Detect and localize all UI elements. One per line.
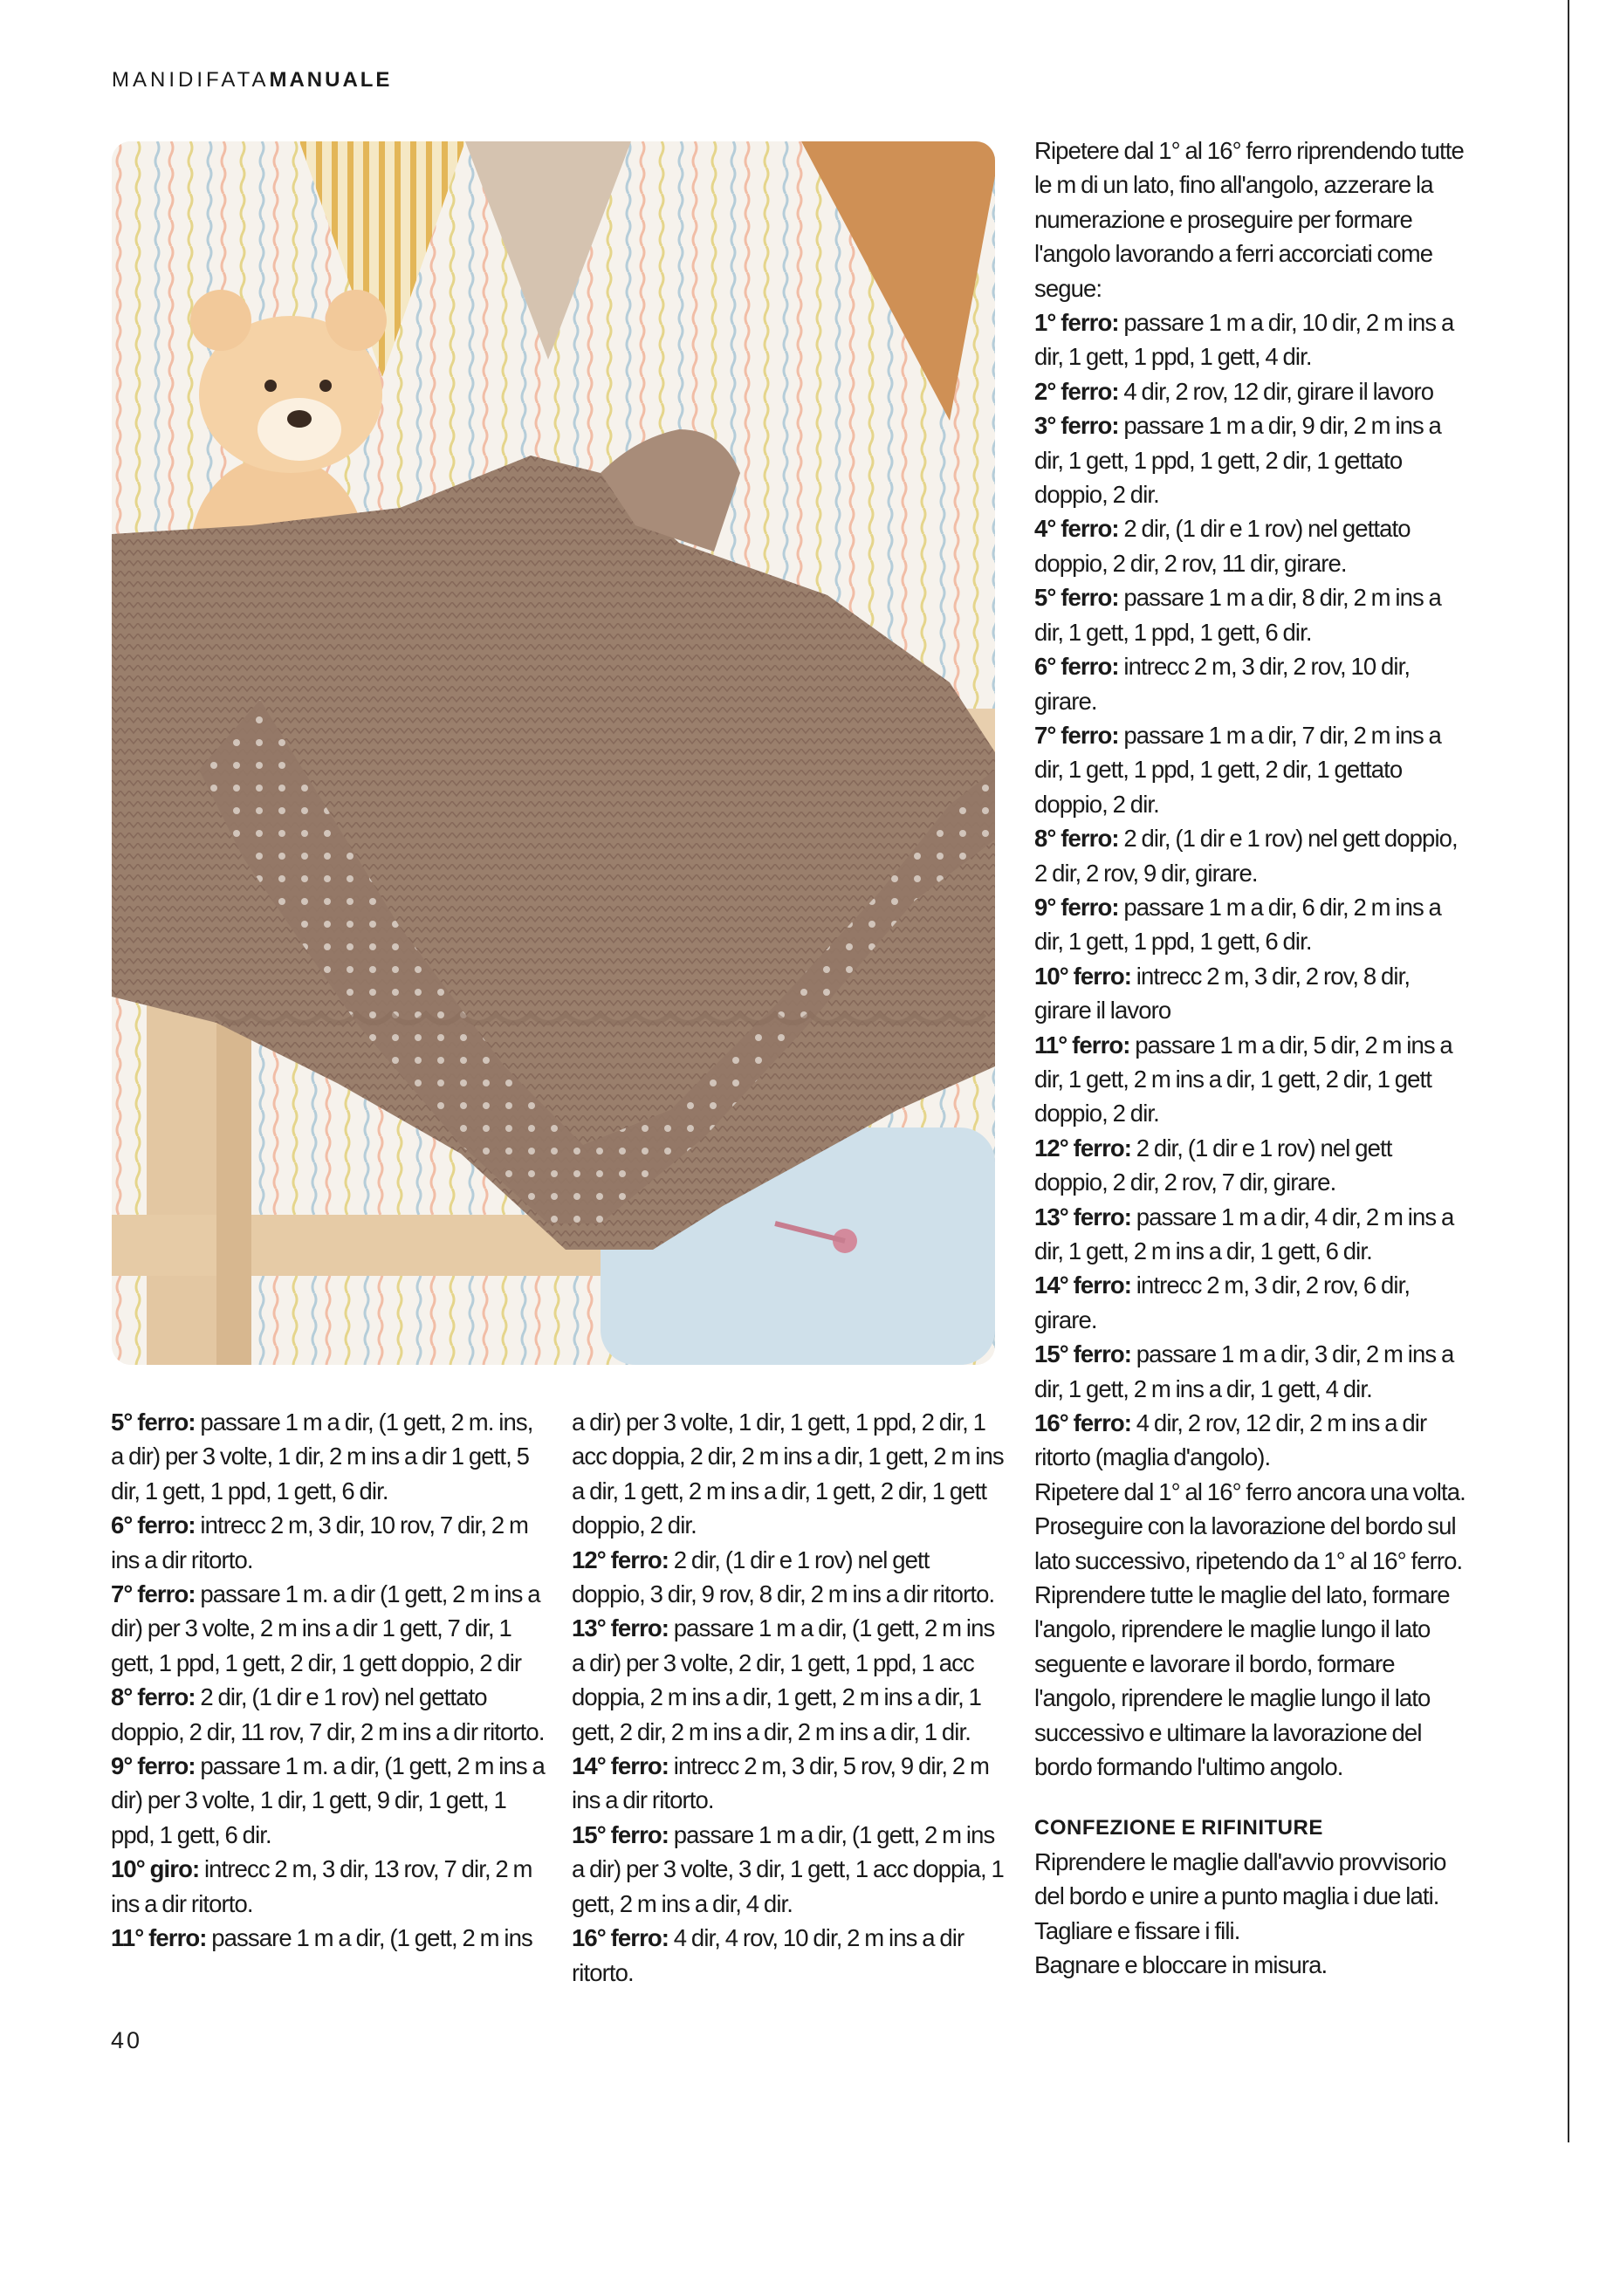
corner-row-9: 9° ferro: passare 1 m a dir, 6 dir, 2 m ins a dir, 1 gett, 1 ppd, 1 gett, 6 dir. bbox=[1034, 893, 1441, 956]
row-9: 9° ferro: passare 1 m. a dir, (1 gett, 2 m ins a dir) per 3 volte, 1 dir, 1 gett, 9 dir, 1 gett, 1 ppd, 1 gett, 6 dir. bbox=[111, 1752, 545, 1848]
running-header bbox=[112, 68, 392, 93]
corner-intro: Ripetere dal 1° al 16° ferro riprendendo tutte le m di un lato, fino all'angolo, azzerare la numerazione e proseguire per formare l'angolo lavorando a ferri accorciati come segue: bbox=[1034, 137, 1464, 302]
page-edge-rule bbox=[1568, 0, 1569, 2142]
instructions-column-1 bbox=[111, 1405, 546, 1956]
row-6: 6° ferro: intrecc 2 m, 3 dir, 10 rov, 7 dir, 2 m ins a dir ritorto. bbox=[111, 1511, 528, 1573]
corner-row-13: 13° ferro: passare 1 m a dir, 4 dir, 2 m ins a dir, 1 gett, 2 m ins a dir, 1 gett, 6 dir. bbox=[1034, 1203, 1454, 1265]
row-11: 11° ferro: passare 1 m a dir, (1 gett, 2 m ins bbox=[111, 1924, 532, 1952]
row-14: 14° ferro: intrecc 2 m, 3 dir, 5 rov, 9 dir, 2 m ins a dir ritorto. bbox=[572, 1752, 989, 1814]
row-13: 13° ferro: passare 1 m a dir, (1 gett, 2 m ins a dir) per 3 volte, 2 dir, 1 gett, 1 ppd, 1 acc doppia, 2 m ins a dir, 1 gett, 2 m ins a dir, 1 gett, 2 dir, 2 m ins a dir, 2 m ins a dir, 1 dir. bbox=[572, 1614, 995, 1745]
corner-row-5: 5° ferro: passare 1 m a dir, 8 dir, 2 m ins a dir, 1 gett, 1 ppd, 1 gett, 6 dir. bbox=[1034, 584, 1441, 646]
row-12: 12° ferro: 2 dir, (1 dir e 1 rov) nel gett doppio, 3 dir, 9 rov, 8 dir, 2 m ins a dir ritorto. bbox=[572, 1546, 995, 1608]
row-5: 5° ferro: passare 1 m a dir, (1 gett, 2 m. ins, a dir) per 3 volte, 1 dir, 2 m ins a dir 1 gett, 5 dir, 1 gett, 1 ppd, 1 gett, 6 dir. bbox=[111, 1408, 533, 1504]
row-15: 15° ferro: passare 1 m a dir, (1 gett, 2 m ins a dir) per 3 volte, 3 dir, 1 gett, 1 acc doppia, 1 gett, 2 m ins a dir, 4 dir. bbox=[572, 1820, 1004, 1917]
row-11-continued: a dir) per 3 volte, 1 dir, 1 gett, 1 ppd, 2 dir, 1 acc doppia, 2 dir, 2 m ins a dir, 1 gett, 2 m ins a dir, 1 gett, 2 m ins a dir, 1 gett, 2 dir, 1 gett doppio, 2 dir. bbox=[572, 1408, 1004, 1539]
confezione-line-2: Bagnare e bloccare in misura. bbox=[1034, 1951, 1328, 1979]
corner-row-8: 8° ferro: 2 dir, (1 dir e 1 rov) nel gett doppio, 2 dir, 2 rov, 9 dir, girare. bbox=[1034, 825, 1458, 887]
corner-row-15: 15° ferro: passare 1 m a dir, 3 dir, 2 m ins a dir, 1 gett, 2 m ins a dir, 1 gett, 4 dir. bbox=[1034, 1340, 1454, 1402]
corner-row-4: 4° ferro: 2 dir, (1 dir e 1 rov) nel gettato doppio, 2 dir, 2 rov, 11 dir, girare. bbox=[1034, 515, 1411, 577]
corner-row-1: 1° ferro: passare 1 m a dir, 10 dir, 2 m ins a dir, 1 gett, 1 ppd, 1 gett, 4 dir. bbox=[1034, 309, 1454, 371]
row-8: 8° ferro: 2 dir, (1 dir e 1 rov) nel gettato doppio, 2 dir, 11 rov, 7 dir, 2 m ins a dir ritorto. bbox=[111, 1683, 545, 1745]
row-7: 7° ferro: passare 1 m. a dir (1 gett, 2 m ins a dir) per 3 volte, 2 m ins a dir 1 gett, 7 dir, 1 gett, 1 ppd, 1 gett, 2 dir, 1 gett doppio, 2 dir bbox=[111, 1580, 540, 1676]
page-number: 40 bbox=[111, 2027, 143, 2053]
repeat-paragraph: Ripetere dal 1° al 16° ferro ancora una volta. Proseguire con la lavorazione del bordo sul lato successivo, ripetendo da 1° al 16° ferro. bbox=[1034, 1477, 1466, 1574]
corner-row-12: 12° ferro: 2 dir, (1 dir e 1 rov) nel gett doppio, 2 dir, 2 rov, 7 dir, girare. bbox=[1034, 1134, 1392, 1196]
header-brand: MANIDIFATA bbox=[112, 68, 270, 92]
blanket-photo bbox=[112, 141, 995, 1365]
finish-paragraph: Riprendere tutte le maglie del lato, formare l'angolo, riprendere le maglie lungo il lato seguente e lavorare il bordo, formare l'angolo, riprendere le maglie lungo il lato successivo e ultimare la lavorazione del bordo formando l'ultimo angolo. bbox=[1034, 1581, 1450, 1781]
corner-row-11: 11° ferro: passare 1 m a dir, 5 dir, 2 m ins a dir, 1 gett, 2 m ins a dir, 1 gett, 2 dir, 1 gett doppio, 2 dir. bbox=[1034, 1031, 1452, 1127]
corner-row-7: 7° ferro: passare 1 m a dir, 7 dir, 2 m ins a dir, 1 gett, 1 ppd, 1 gett, 2 dir, 1 gettato doppio, 2 dir. bbox=[1034, 721, 1441, 818]
instructions-column-3 bbox=[1034, 134, 1469, 1983]
row-10: 10° giro: intrecc 2 m, 3 dir, 13 rov, 7 dir, 2 m ins a dir ritorto. bbox=[111, 1855, 532, 1917]
row-16: 16° ferro: 4 dir, 4 rov, 10 dir, 2 m ins a dir ritorto. bbox=[572, 1924, 964, 1986]
instructions-column-2 bbox=[572, 1405, 1006, 1990]
blanket-photo-illustration bbox=[112, 141, 995, 1365]
header-section: MANUALE bbox=[269, 68, 393, 92]
corner-row-10: 10° ferro: intrecc 2 m, 3 dir, 2 rov, 8 dir, girare il lavoro bbox=[1034, 962, 1411, 1025]
corner-row-16: 16° ferro: 4 dir, 2 rov, 12 dir, 2 m ins a dir ritorto (maglia d'angolo). bbox=[1034, 1409, 1427, 1471]
corner-row-2: 2° ferro: 4 dir, 2 rov, 12 dir, girare il lavoro bbox=[1034, 377, 1434, 405]
section-title-confezione: CONFEZIONE E RIFINITURE bbox=[1034, 1815, 1323, 1840]
corner-row-6: 6° ferro: intrecc 2 m, 3 dir, 2 rov, 10 dir, girare. bbox=[1034, 653, 1411, 715]
confezione-line-1: Riprendere le maglie dall'avvio provvisorio del bordo e unire a punto maglia i due lati. Tagliare e fissare i fili. bbox=[1034, 1847, 1446, 1944]
corner-row-3: 3° ferro: passare 1 m a dir, 9 dir, 2 m ins a dir, 1 gett, 1 ppd, 1 gett, 2 dir, 1 gettato doppio, 2 dir. bbox=[1034, 412, 1441, 509]
corner-row-14: 14° ferro: intrecc 2 m, 3 dir, 2 rov, 6 dir, girare. bbox=[1034, 1271, 1411, 1333]
